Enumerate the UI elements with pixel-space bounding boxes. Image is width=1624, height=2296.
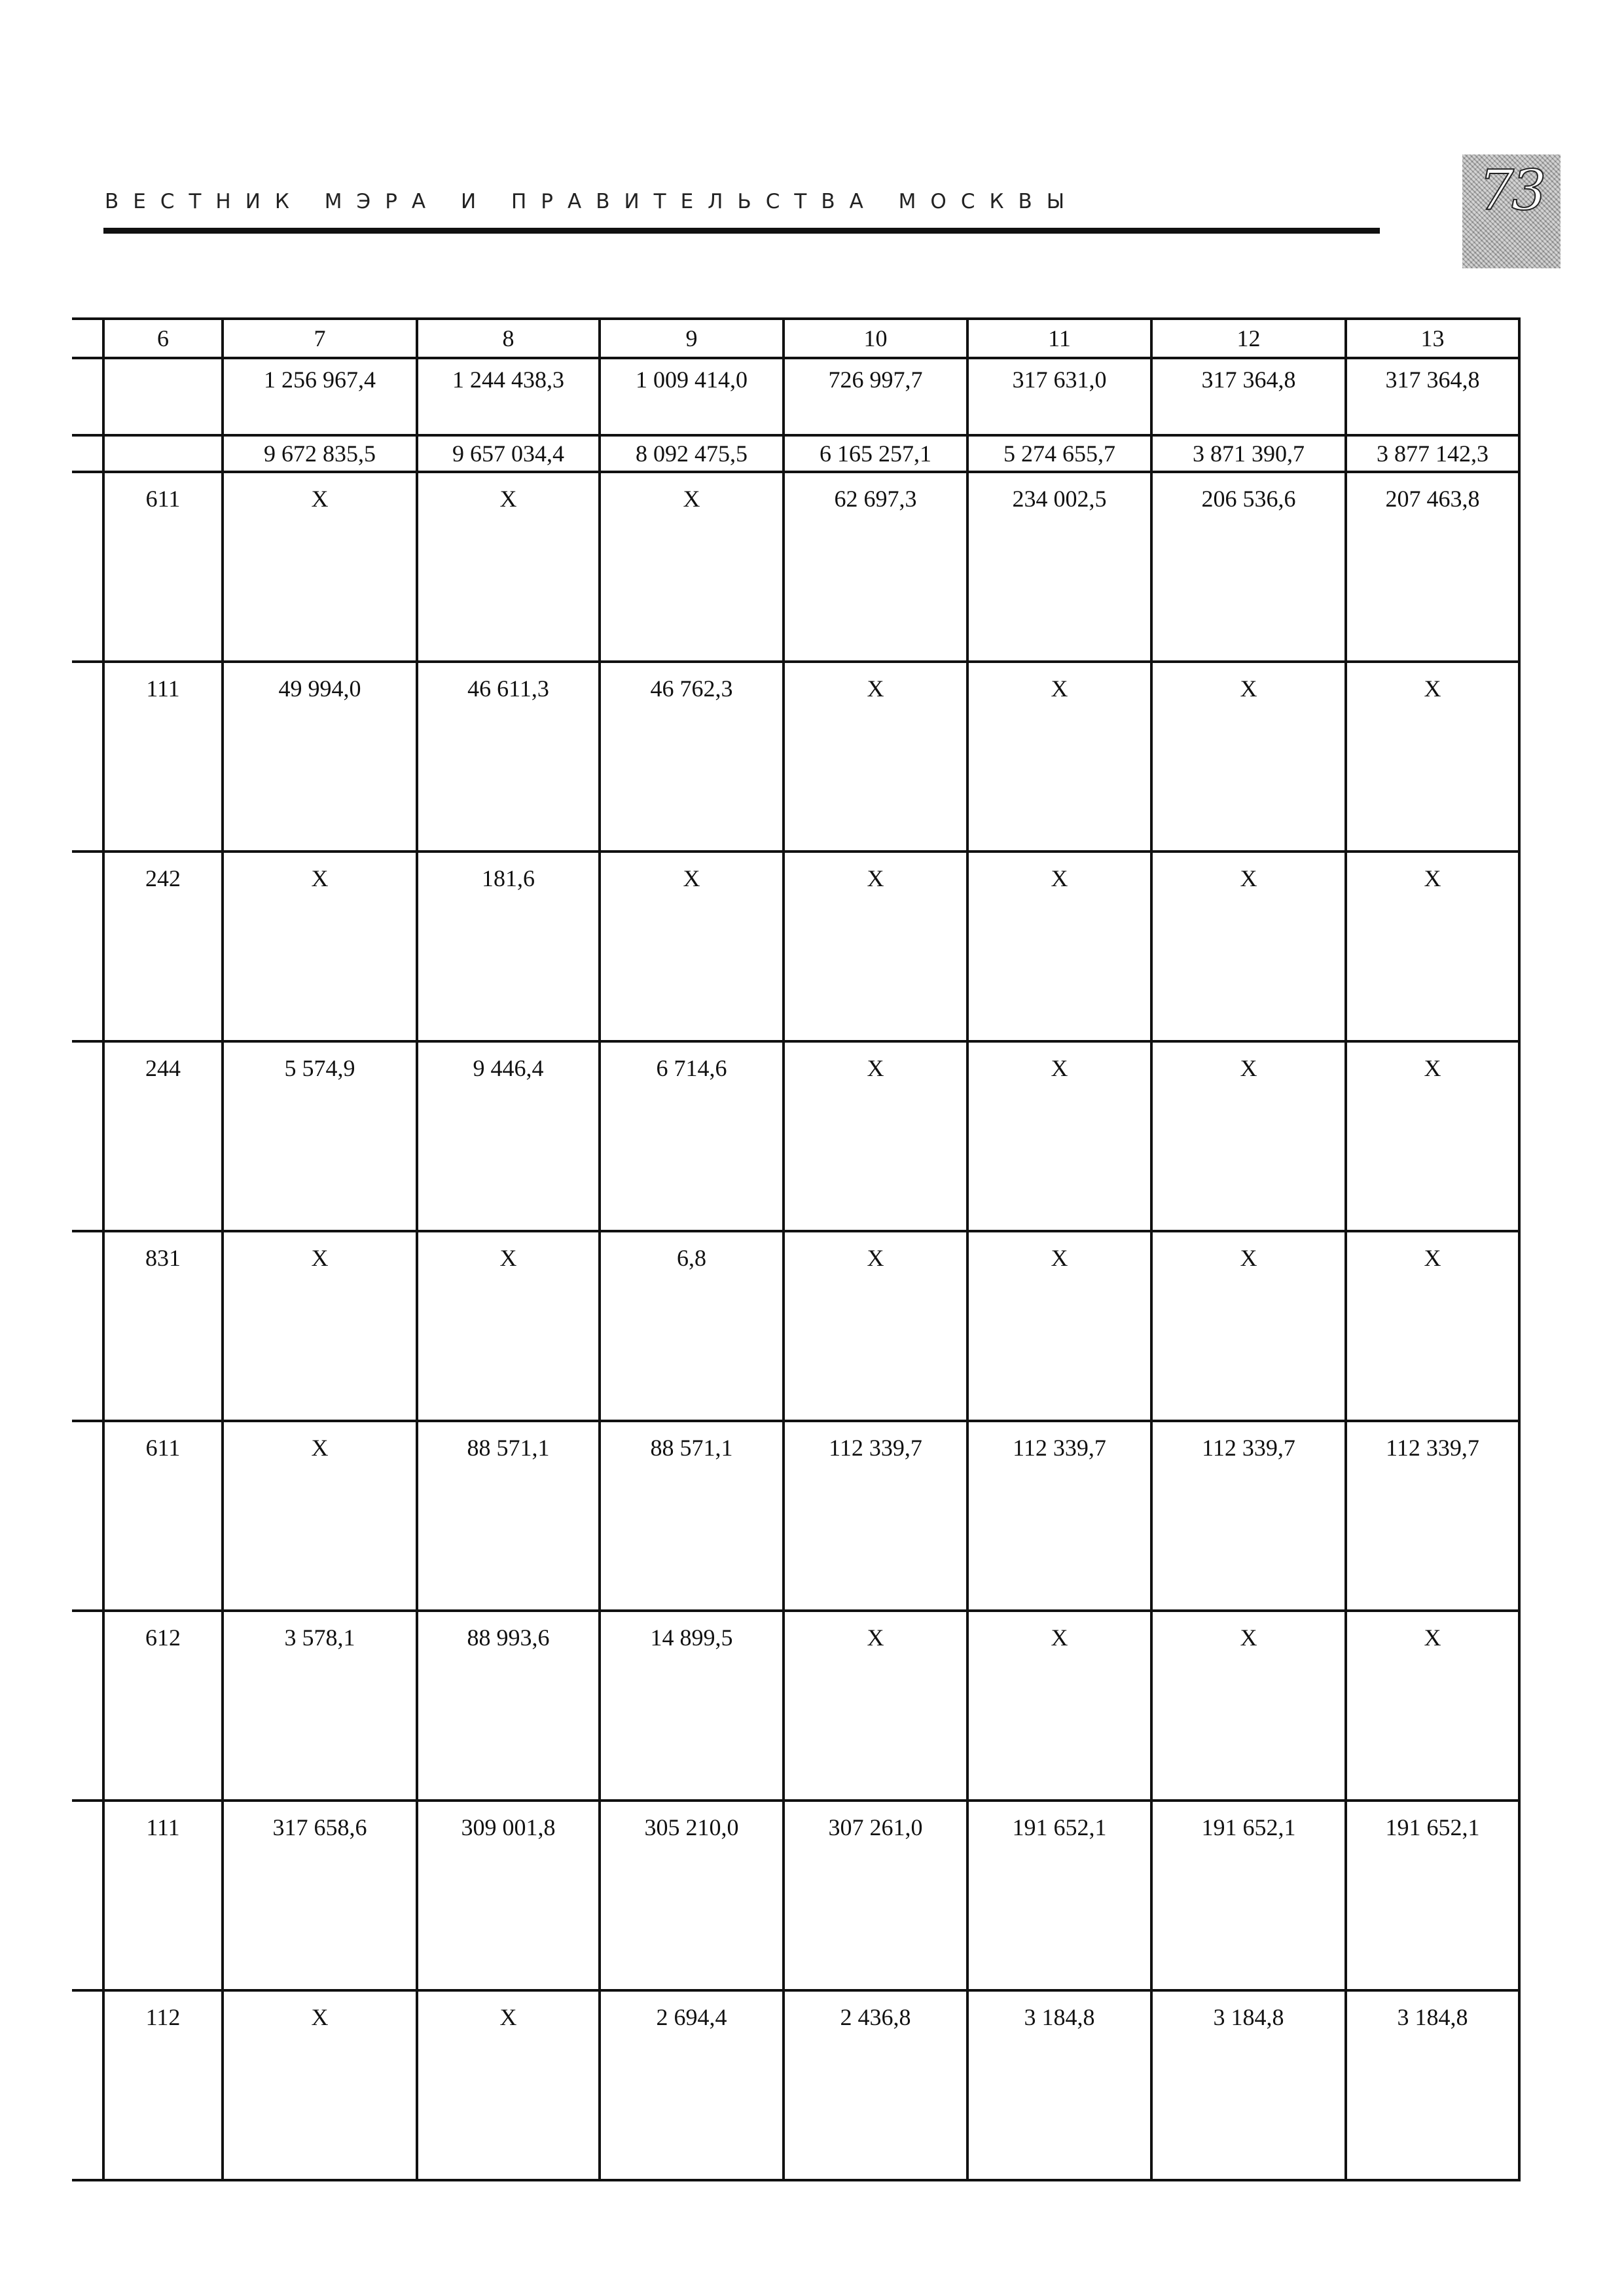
table-cell-col-10: Х	[784, 852, 967, 1041]
table-cell-col-11: 317 631,0	[967, 358, 1151, 435]
row-margin	[72, 1041, 103, 1231]
table-cell-col-8: 309 001,8	[417, 1801, 600, 1990]
row-margin	[72, 472, 103, 662]
table-cell-col-13: 3 877 142,3	[1346, 435, 1519, 472]
table-cell-col-12: 112 339,7	[1151, 1421, 1346, 1611]
table-cell-col-6: 612	[103, 1611, 223, 1801]
table-row	[72, 1611, 1519, 1801]
table-cell-col-12: Х	[1151, 1611, 1346, 1801]
column-header-11: 11	[967, 319, 1151, 358]
column-header-8: 8	[417, 319, 600, 358]
table-cell-col-12: 317 364,8	[1151, 358, 1346, 435]
table-cell-col-8: Х	[417, 1231, 600, 1421]
column-header-13: 13	[1346, 319, 1519, 358]
row-margin	[72, 662, 103, 852]
table-cell-col-13: 112 339,7	[1346, 1421, 1519, 1611]
table-cell-col-7: 1 256 967,4	[223, 358, 417, 435]
table-cell-col-12: 191 652,1	[1151, 1801, 1346, 1990]
table-row	[72, 1041, 1519, 1231]
table-cell-col-10: 112 339,7	[784, 1421, 967, 1611]
table-cell-col-12: 206 536,6	[1151, 472, 1346, 662]
table-cell-col-11: 234 002,5	[967, 472, 1151, 662]
table-cell-col-9: 6,8	[600, 1231, 784, 1421]
table-cell-col-11: Х	[967, 1231, 1151, 1421]
table-cell-col-6: 244	[103, 1041, 223, 1231]
table-cell-col-13: Х	[1346, 1041, 1519, 1231]
table-cell-col-7: 3 578,1	[223, 1611, 417, 1801]
table-cell-col-12: Х	[1151, 1041, 1346, 1231]
table-cell-col-8: 88 993,6	[417, 1611, 600, 1801]
row-margin	[72, 1421, 103, 1611]
table-cell-col-6: 611	[103, 1421, 223, 1611]
table-cell-col-10: Х	[784, 1231, 967, 1421]
table-cell-col-7: 49 994,0	[223, 662, 417, 852]
table-cell-col-7: 317 658,6	[223, 1801, 417, 1990]
row-margin	[72, 1611, 103, 1801]
row-margin	[72, 1231, 103, 1421]
table-cell-col-9: 2 694,4	[600, 1990, 784, 2180]
table-cell-col-11: Х	[967, 1041, 1151, 1231]
table-cell-col-10: 726 997,7	[784, 358, 967, 435]
table-cell-col-10: Х	[784, 1041, 967, 1231]
table-cell-col-8: 9 446,4	[417, 1041, 600, 1231]
column-header-12: 12	[1151, 319, 1346, 358]
table-cell-col-10: 62 697,3	[784, 472, 967, 662]
table-cell-col-7: Х	[223, 1990, 417, 2180]
table-row	[72, 1801, 1519, 1990]
table-cell-col-13: 317 364,8	[1346, 358, 1519, 435]
table-cell-col-12: Х	[1151, 662, 1346, 852]
page-number: 73	[1479, 158, 1544, 223]
table-cell-col-8: Х	[417, 472, 600, 662]
table-row	[72, 472, 1519, 662]
table-cell-col-8: 9 657 034,4	[417, 435, 600, 472]
table-cell-col-11: 112 339,7	[967, 1421, 1151, 1611]
table-cell-col-9: Х	[600, 472, 784, 662]
column-header-10: 10	[784, 319, 967, 358]
page-number-badge	[1462, 154, 1561, 268]
table-cell-col-6: 111	[103, 662, 223, 852]
table-cell-col-9: 88 571,1	[600, 1421, 784, 1611]
table-cell-col-8: Х	[417, 1990, 600, 2180]
table-cell-col-13: 191 652,1	[1346, 1801, 1519, 1990]
table-cell-col-13: 207 463,8	[1346, 472, 1519, 662]
row-margin	[72, 852, 103, 1041]
table-cell-col-13: Х	[1346, 1231, 1519, 1421]
table-cell-col-9: 305 210,0	[600, 1801, 784, 1990]
column-header-7: 7	[223, 319, 417, 358]
table-body	[72, 319, 1519, 2180]
table-row	[72, 852, 1519, 1041]
journal-title: ВЕСТНИК МЭРА И ПРАВИТЕЛЬСТВА МОСКВЫ	[105, 190, 1079, 213]
table-cell-col-9: Х	[600, 852, 784, 1041]
table-cell-col-7: Х	[223, 472, 417, 662]
table-cell-col-8: 1 244 438,3	[417, 358, 600, 435]
table-cell-col-6	[103, 358, 223, 435]
table-cell-col-12: 3 184,8	[1151, 1990, 1346, 2180]
budget-table	[72, 317, 1521, 2181]
table-cell-col-6: 242	[103, 852, 223, 1041]
table-cell-col-8: 181,6	[417, 852, 600, 1041]
row-margin	[72, 358, 103, 435]
table-cell-col-9: 8 092 475,5	[600, 435, 784, 472]
row-margin	[72, 435, 103, 472]
table-cell-col-13: Х	[1346, 1611, 1519, 1801]
table-cell-col-6: 111	[103, 1801, 223, 1990]
total-row	[72, 358, 1519, 435]
table-cell-col-12: 3 871 390,7	[1151, 435, 1346, 472]
table-row	[72, 662, 1519, 852]
table-cell-col-8: 46 611,3	[417, 662, 600, 852]
table-cell-col-7: 5 574,9	[223, 1041, 417, 1231]
table-row	[72, 1231, 1519, 1421]
table-cell-col-7: 9 672 835,5	[223, 435, 417, 472]
table-cell-col-10: 2 436,8	[784, 1990, 967, 2180]
table-cell-col-9: 46 762,3	[600, 662, 784, 852]
table-cell-col-10: 307 261,0	[784, 1801, 967, 1990]
budget-table-wrapper	[72, 317, 1521, 2181]
table-cell-col-10: Х	[784, 1611, 967, 1801]
table-row	[72, 1421, 1519, 1611]
header-rule	[103, 228, 1380, 234]
table-cell-col-6: 112	[103, 1990, 223, 2180]
table-cell-col-11: 5 274 655,7	[967, 435, 1151, 472]
column-number-row	[72, 319, 1519, 358]
table-cell-col-7: Х	[223, 1421, 417, 1611]
table-cell-col-11: Х	[967, 662, 1151, 852]
table-cell-col-11: Х	[967, 1611, 1151, 1801]
table-cell-col-9: 14 899,5	[600, 1611, 784, 1801]
table-cell-col-13: Х	[1346, 662, 1519, 852]
table-cell-col-11: Х	[967, 852, 1151, 1041]
table-cell-col-10: Х	[784, 662, 967, 852]
row-margin	[72, 1801, 103, 1990]
table-cell-col-12: Х	[1151, 852, 1346, 1041]
table-cell-col-8: 88 571,1	[417, 1421, 600, 1611]
table-cell-col-12: Х	[1151, 1231, 1346, 1421]
row-margin	[72, 1990, 103, 2180]
table-cell-col-11: 191 652,1	[967, 1801, 1151, 1990]
table-cell-col-13: 3 184,8	[1346, 1990, 1519, 2180]
table-cell-col-7: Х	[223, 1231, 417, 1421]
table-cell-col-11: 3 184,8	[967, 1990, 1151, 2180]
table-cell-col-6: 611	[103, 472, 223, 662]
table-cell-col-6	[103, 435, 223, 472]
total-row	[72, 435, 1519, 472]
table-cell-col-13: Х	[1346, 852, 1519, 1041]
table-cell-col-6: 831	[103, 1231, 223, 1421]
column-header-6: 6	[103, 319, 223, 358]
table-row	[72, 1990, 1519, 2180]
column-header-9: 9	[600, 319, 784, 358]
table-cell-col-9: 1 009 414,0	[600, 358, 784, 435]
table-cell-col-7: Х	[223, 852, 417, 1041]
table-cell-col-10: 6 165 257,1	[784, 435, 967, 472]
table-cell-col-9: 6 714,6	[600, 1041, 784, 1231]
row-margin	[72, 319, 103, 358]
